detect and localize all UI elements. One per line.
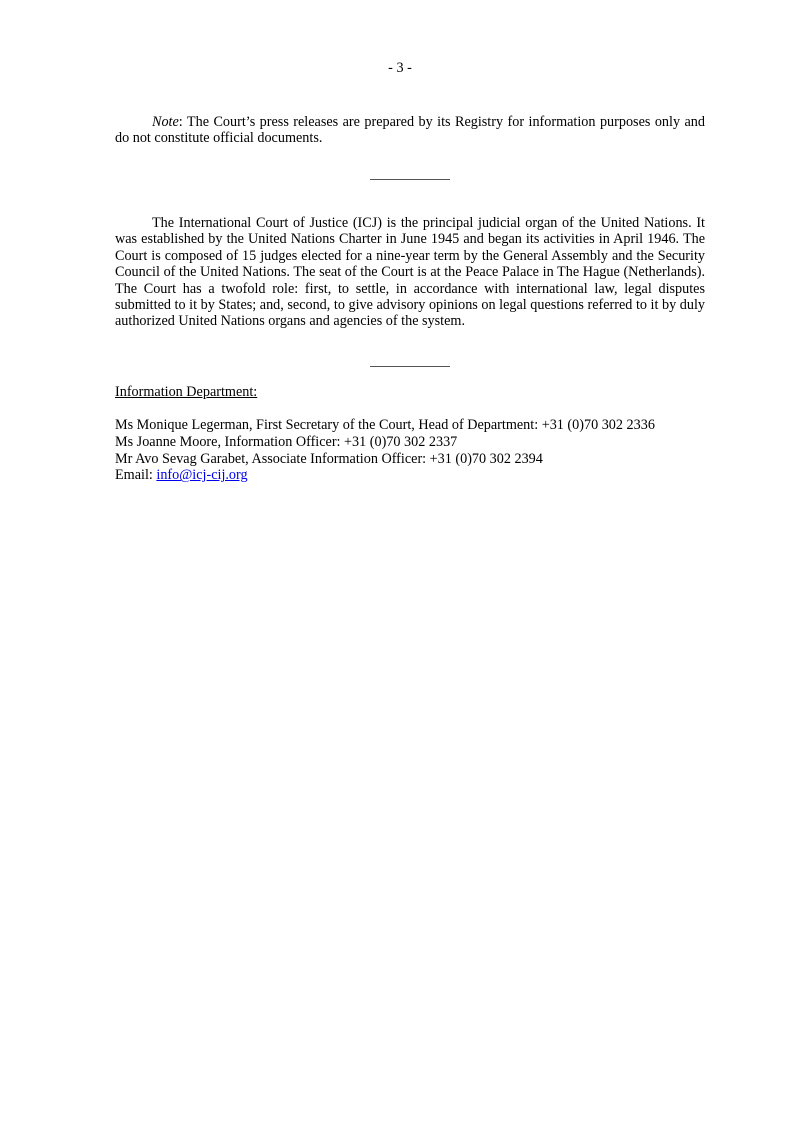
contact-line-head-of-department: Ms Monique Legerman, First Secretary of the Court, Head of Department: +31 (0)70 302 2336 — [115, 417, 655, 433]
note-label: Note — [152, 114, 179, 130]
section-separator — [370, 179, 450, 180]
email-line — [115, 467, 715, 484]
email-label: Email: — [115, 467, 157, 484]
information-department-heading: Information Department: — [115, 384, 258, 400]
contact-line-information-officer: Ms Joanne Moore, Information Officer: +31 (0)70 302 2337 — [115, 433, 458, 450]
about-icj-paragraph — [115, 215, 705, 330]
about-icj-text: The International Court of Justice (ICJ) is the principal judicial organ of the United Nations. It was established by the United Nations Charter in June 1945 and began its activities in April 1946. The Court is composed of 15 judges elected for a nine-year term by the General Assembly and the Security Council of the United Nations. The seat of the Court is at the Peace Palace in The Hague (Netherlands). The Court has a twofold role: first, to settle, in accordance with international law, legal disputes submitted to it by States; and, second, to give advisory opinions on legal questions referred to it by duly authorized United Nations organs and agencies of the system. — [115, 215, 705, 330]
contact-line-associate-information-officer: Mr Avo Sevag Garabet, Associate Information Officer: +31 (0)70 302 2394 — [115, 450, 543, 467]
section-separator — [370, 366, 450, 367]
email-link[interactable]: info@icj-cij.org — [156, 467, 248, 484]
note-text: : The Court’s press releases are prepared by its Registry for information purposes only and do not constitute official documents. — [115, 114, 705, 147]
note-paragraph — [115, 114, 705, 147]
contact-list — [115, 417, 715, 484]
page-number: - 3 - — [388, 60, 412, 76]
